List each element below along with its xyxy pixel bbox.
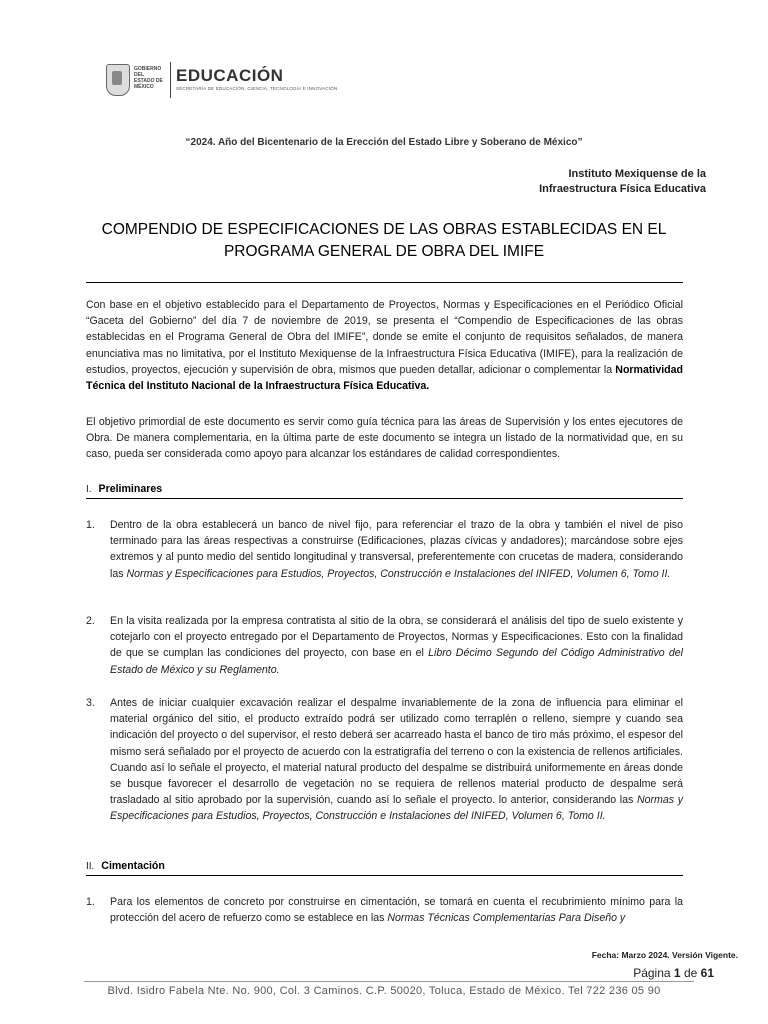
footer-date: Fecha: Marzo 2024. Versión Vigente.	[591, 950, 738, 960]
institute-name	[539, 167, 706, 197]
item-text	[110, 517, 683, 582]
item-body: Antes de iniciar cualquier excavación realizar el despalme invariablemente de la zona de influencia para eliminar el material orgánico del sitio, el producto extraído podrá ser utilizado como terraplén o relleno, siempre y cuando sea indicación del proyecto o del supervisor, el resto deberá ser acarreado hasta el banco de tiro más próximo, el espesor del mismo será señalado por el proyecto de acuerdo con la estratigrafía del terreno o con la existencia de rellenos artificiales. Cuando así lo señale el proyecto, el material natural producto del despalme se distribuirá uniformemente en áreas donde se busque favorecer el desarrollo de vegetación no se requiera de rellenos material producto de despalme será trasladado al sitio aprobado por la supervisión, cuando así lo señale el proyecto. lo anterior, considerando las	[110, 697, 683, 807]
list-item	[86, 613, 683, 678]
footer-divider	[84, 981, 694, 982]
item-number: 3.	[86, 697, 95, 709]
item-number: 1.	[86, 519, 95, 531]
list-item	[86, 695, 683, 825]
item-text	[110, 613, 683, 678]
org-subtitle: SECRETARÍA DE EDUCACIÓN, CIENCIA, TECNOLOGÍA E INNOVACIÓN	[176, 86, 338, 91]
title-divider	[86, 282, 683, 283]
intro-p1-text: Con base en el objetivo establecido para el Departamento de Proyectos, Normas y Especificaciones en el Periódico Oficial “Gaceta del Gobierno” del día 7 de noviembre de 2019, se presenta el “Compendio de Especificaciones de las obras establecidas en el Programa General de Obra del IMIFE”, donde se emite el conjunto de requisitos señalados, de manera enunciativa mas no limitativa, por el Instituto Mexiquense de la Infraestructura Física Educativa (IMIFE), para la realización de estudios, proyectos, ejecución y supervisión de obra, mismos que pueden detallar, adicionar o complementar la	[86, 299, 683, 376]
intro-paragraph-1	[86, 297, 683, 394]
year-motto: “2024. Año del Bicentenario de la Erección del Estado Libre y Soberano de México”	[185, 137, 583, 148]
page-number	[633, 966, 714, 980]
item-number: 2.	[86, 615, 95, 627]
gov-label: GOBIERNO DEL ESTADO DE MÉXICO	[134, 66, 163, 90]
item-reference: Normas y Especificaciones para Estudios, Proyectos, Construcción e Instalaciones del INIFED, Volumen 6, Tomo II.	[110, 794, 683, 823]
institute-line-1: Instituto Mexiquense de la	[568, 168, 706, 180]
item-reference: Libro Décimo Segundo del Código Administrativo del Estado de México y su Reglamento.	[110, 647, 683, 676]
page-label: Página	[633, 966, 671, 980]
page-of: de	[683, 966, 698, 980]
title-line-1: COMPENDIO DE ESPECIFICACIONES DE LAS OBRAS ESTABLECIDAS EN EL	[101, 221, 667, 238]
item-text	[110, 695, 683, 825]
section-heading-preliminares	[86, 483, 683, 499]
document-title	[80, 219, 688, 263]
institute-line-2: Infraestructura Física Educativa	[539, 183, 706, 195]
list-item	[86, 894, 683, 926]
intro-paragraph-2: El objetivo primordial de este documento es servir como guía técnica para las áreas de Supervisión y los entes ejecutores de Obra. De manera complementaria, en la última parte de este documento se integra un listado de la normatividad que, en su caso, pueda ser considerada como apoyo para alcanzar los estándares de calidad correspondientes.	[86, 416, 683, 461]
title-line-2: PROGRAMA GENERAL DE OBRA DEL IMIFE	[223, 243, 545, 260]
item-reference: Normas y Especificaciones para Estudios, Proyectos, Construcción e Instalaciones del INIFED, Volumen 6, Tomo II.	[126, 567, 671, 580]
item-reference: Normas Técnicas Complementarias Para Diseño y	[387, 912, 626, 925]
section-number: I.	[86, 484, 92, 495]
item-body: Para los elementos de concreto por construirse en cimentación, se tomará en cuenta el recubrimiento mínimo para la protección del acero de refuerzo como se establece en las	[110, 896, 683, 925]
section-number: II.	[86, 861, 95, 872]
logo-block	[104, 62, 344, 102]
item-number: 1.	[86, 896, 95, 908]
logo-divider	[170, 62, 171, 98]
list-item	[86, 517, 683, 582]
item-body: En la visita realizada por la empresa contratista al sitio de la obra, se considerará el análisis del tipo de suelo existente y cotejarlo con el proyecto entregado por el Departamento de Proyectos, Normas y Especificaciones. Esto con la finalidad de que se cumplan las condiciones del proyecto, con base en el	[110, 615, 683, 660]
section-heading-cimentacion	[86, 860, 683, 876]
section-name: Cimentación	[101, 860, 165, 872]
footer-address: Blvd. Isidro Fabela Nte. No. 900, Col. 3 Caminos. C.P. 50020, Toluca, Estado de México. Tel 722 236 05 90	[107, 985, 661, 997]
page-current: 1	[673, 966, 681, 980]
page-total: 61	[700, 966, 714, 980]
state-shield-icon	[106, 64, 130, 96]
item-body: Dentro de la obra establecerá un banco de nivel fijo, para referenciar el trazo de la obra y también el nivel de piso terminado para las áreas respectivas a construirse (Edificaciones, plazas cívicas y andadores); marcándose sobre ejes extremos y al punto medio del sentido longitudinal y transversal, preferentemente con crucetas de madera, considerando las	[110, 519, 683, 580]
intro-p1-bold: Normatividad Técnica del Instituto Nacional de la Infraestructura Física Educativa.	[86, 363, 683, 393]
org-name: EDUCACIÓN	[176, 66, 284, 85]
item-text	[110, 894, 683, 926]
section-name: Preliminares	[98, 483, 163, 495]
